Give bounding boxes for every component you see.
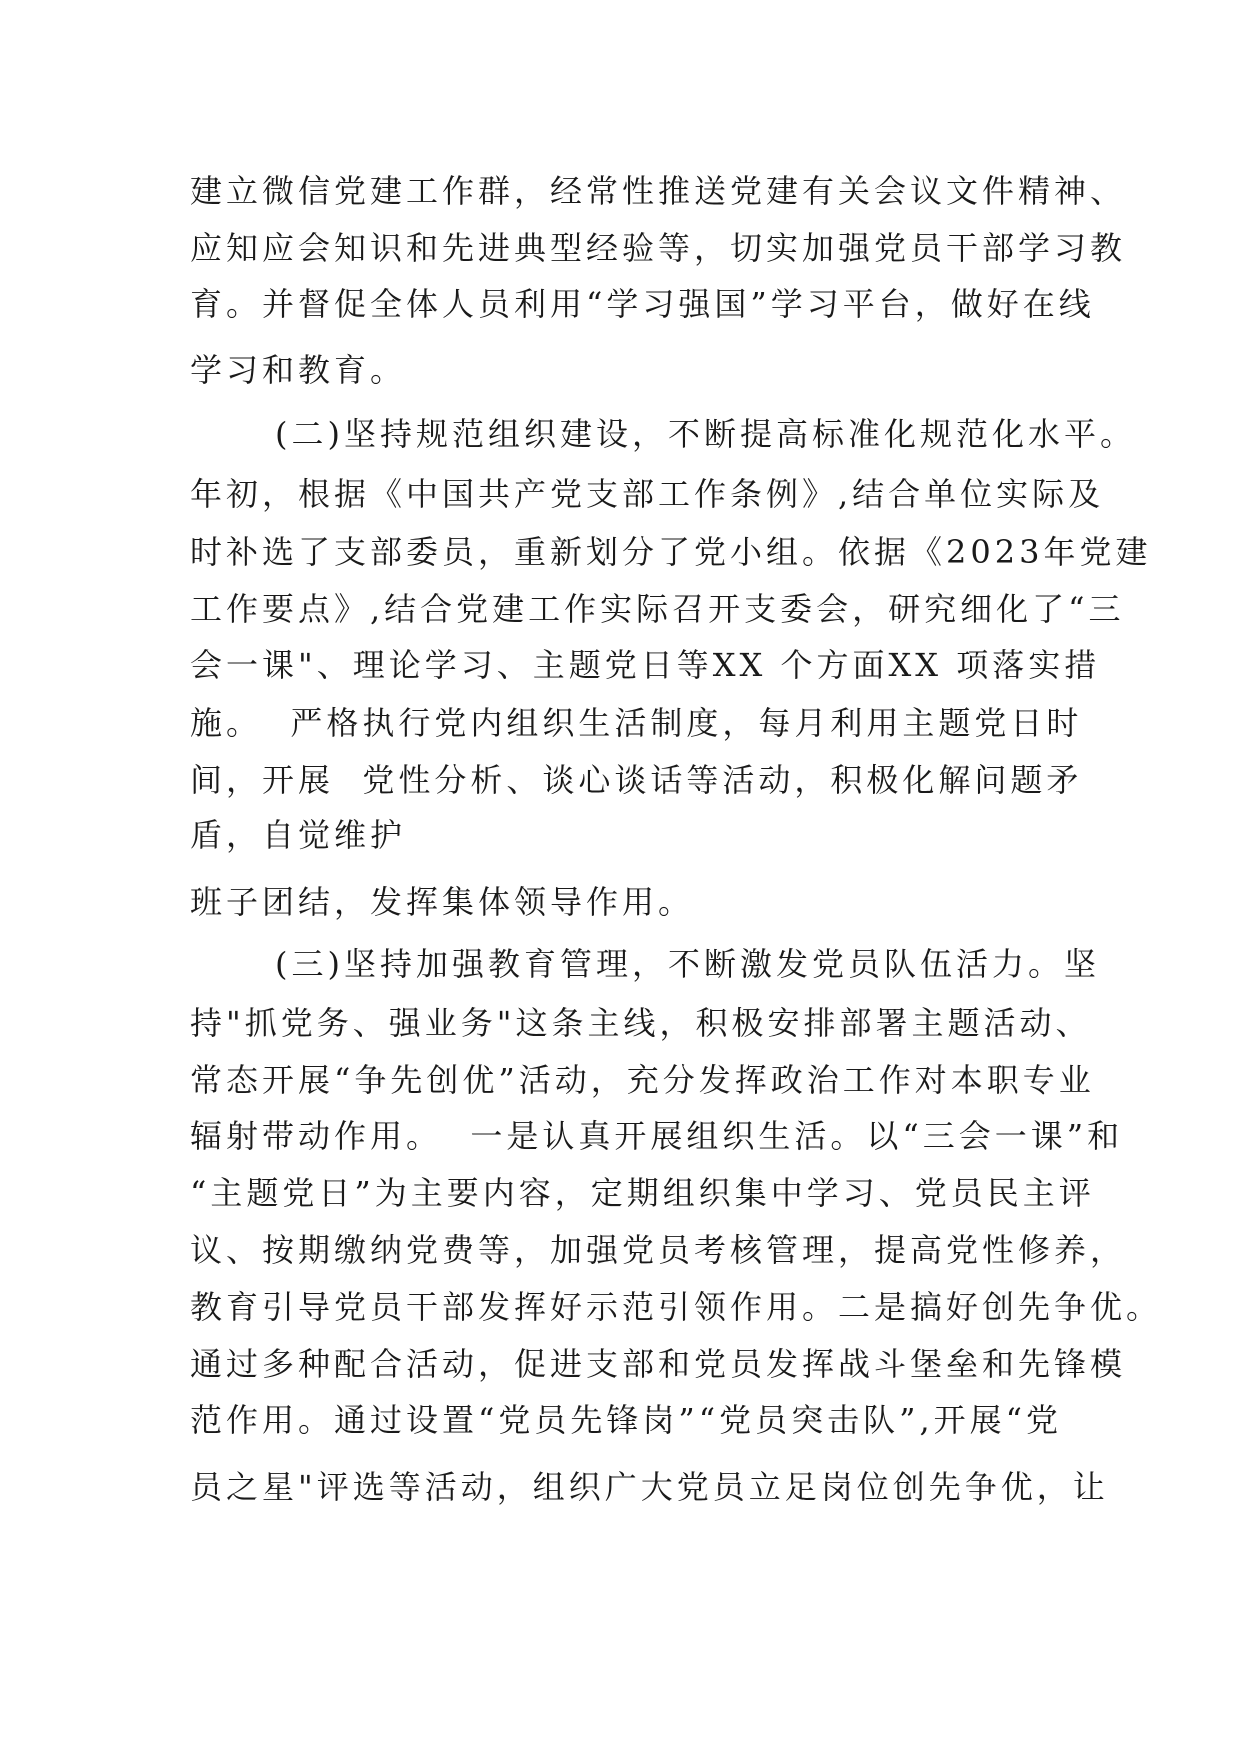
text-line: (三)坚持加强教育管理，不断激发党员队伍活力。坚 bbox=[190, 945, 1101, 983]
text-line: 盾，自觉维护 bbox=[190, 816, 407, 854]
text-line: 常态开展“争先创优”活动，充分发挥政治工作对本职专业 bbox=[190, 1061, 1095, 1099]
text-line: 会一课"、理论学习、主题党日等XX 个方面XX 项落实措 bbox=[190, 646, 1101, 684]
text-line: 工作要点》,结合党建工作实际召开支委会，研究细化了“三 bbox=[190, 590, 1125, 628]
text-line: 范作用。通过设置“党员先锋岗”“党员突击队”,开展“党 bbox=[190, 1401, 1062, 1439]
text-line: 建立微信党建工作群，经常性推送党建有关会议文件精神、 bbox=[190, 172, 1127, 210]
text-line: 员之星"评选等活动，组织广大党员立足岗位创先争优，让 bbox=[190, 1468, 1109, 1506]
text-line: (二)坚持规范组织建设，不断提高标准化规范化水平。 bbox=[190, 415, 1137, 453]
text-line: “主题党日”为主要内容，定期组织集中学习、党员民主评 bbox=[190, 1174, 1095, 1212]
text-line: 议、按期缴纳党费等，加强党员考核管理，提高党性修养， bbox=[190, 1231, 1127, 1269]
text-line: 辐射带动作用。 一是认真开展组织生活。以“三会一课”和 bbox=[190, 1117, 1124, 1155]
text-line: 班子团结，发挥集体领导作用。 bbox=[190, 883, 695, 921]
text-line: 年初，根据《中国共产党支部工作条例》,结合单位实际及 bbox=[190, 475, 1105, 513]
text-line: 通过多种配合活动，促进支部和党员发挥战斗堡垒和先锋模 bbox=[190, 1345, 1127, 1383]
text-line: 时补选了支部委员，重新划分了党小组。依据《2023年党建 bbox=[190, 533, 1152, 571]
text-line: 应知应会知识和先进典型经验等，切实加强党员干部学习教 bbox=[190, 229, 1127, 267]
text-line: 学习和教育。 bbox=[190, 351, 407, 389]
text-line: 施。 严格执行党内组织生活制度，每月利用主题党日时 bbox=[190, 704, 1083, 742]
text-line: 教育引导党员干部发挥好示范引领作用。二是搞好创先争优。 bbox=[190, 1288, 1163, 1326]
text-line: 持"抓党务、强业务"这条主线，积极安排部署主题活动、 bbox=[190, 1004, 1092, 1042]
text-line: 间，开展 党性分析、谈心谈话等活动，积极化解问题矛 bbox=[190, 761, 1083, 799]
text-line: 育。并督促全体人员利用“学习强国”学习平台，做好在线 bbox=[190, 285, 1095, 323]
